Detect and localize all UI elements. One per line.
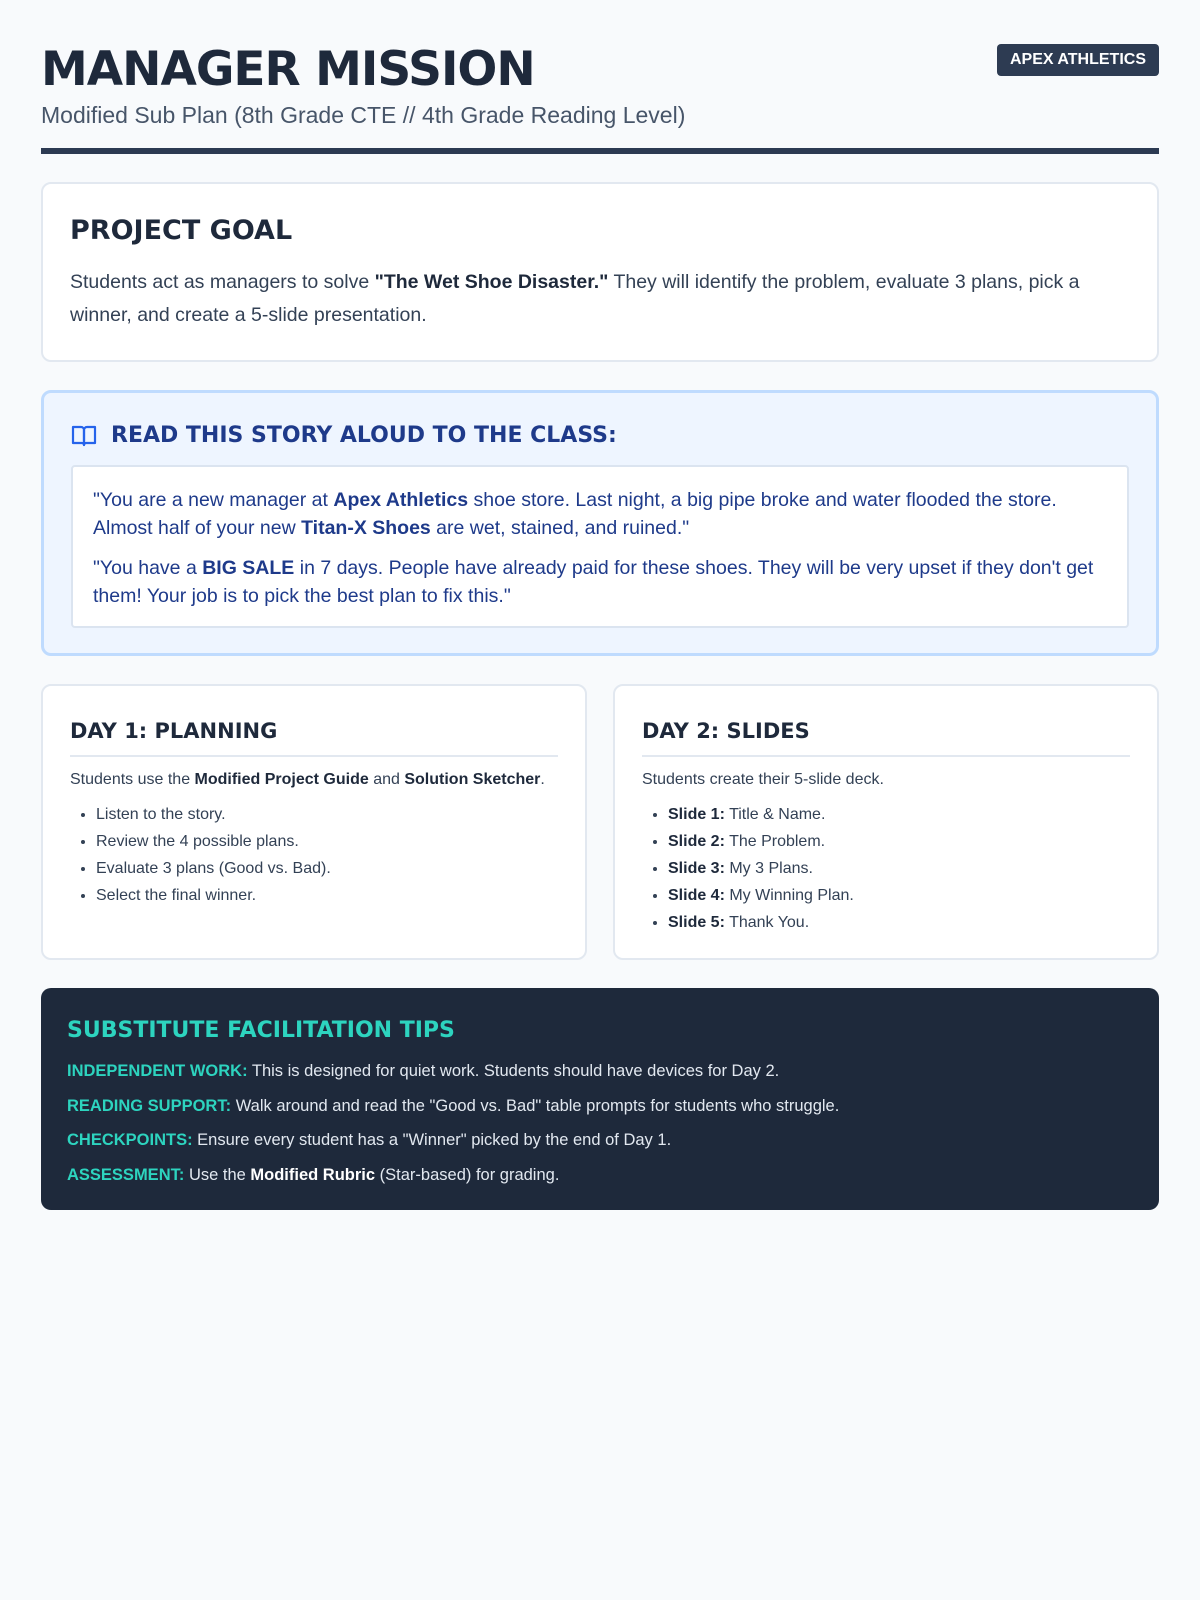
- day-1-sketcher-name: Solution Sketcher: [404, 771, 541, 788]
- tip-item: [67, 1158, 1133, 1193]
- rubric-name: Modified Rubric: [250, 1165, 376, 1184]
- list-item: • Evaluate 3 plans (Good vs. Bad).: [96, 855, 558, 882]
- list-item: [668, 828, 1130, 855]
- slide-label: Slide 4:: [668, 887, 725, 904]
- facilitation-tips-panel: [41, 988, 1159, 1210]
- project-goal-heading: PROJECT GOAL: [70, 215, 293, 246]
- day-1-intro: [70, 769, 558, 791]
- story-section: [41, 390, 1159, 656]
- list-item: [668, 882, 1130, 909]
- day-1-intro-c: and: [368, 771, 405, 788]
- day-2-card: [613, 684, 1159, 960]
- page-title: MANAGER MISSION: [41, 42, 535, 97]
- goal-text-highlight: "The Wet Shoe Disaster.": [374, 271, 609, 293]
- list-item: • Listen to the story.: [96, 801, 558, 828]
- slide-label: Slide 3:: [668, 860, 725, 877]
- tip-text: This is designed for quiet work. Students should have devices for Day 2.: [247, 1062, 780, 1080]
- tip-text: (Star-based) for grading.: [375, 1165, 560, 1184]
- tip-text: Use the: [184, 1165, 251, 1184]
- story-header: [71, 419, 1129, 453]
- tip-text: Walk around and read the "Good vs. Bad" table prompts for students who struggle.: [231, 1096, 840, 1115]
- story-paragraph-2: [93, 554, 1107, 610]
- story-product-name: Titan-X Shoes: [301, 517, 431, 539]
- slide-text: Thank You.: [724, 914, 810, 931]
- list-item: [668, 855, 1130, 882]
- day-1-intro-e: .: [540, 771, 545, 788]
- tip-label: INDEPENDENT WORK:: [67, 1062, 248, 1080]
- slide-text: The Problem.: [724, 833, 826, 850]
- day-2-intro: Students create their 5-slide deck.: [642, 771, 884, 788]
- project-goal-card: [41, 182, 1159, 362]
- day-1-intro-a: Students use the: [70, 771, 195, 788]
- tip-item: [67, 1054, 1133, 1089]
- list-item: • Review the 4 possible plans.: [96, 828, 558, 855]
- book-open-icon: [71, 424, 97, 448]
- tip-label: ASSESSMENT:: [67, 1165, 185, 1184]
- slide-text: Title & Name.: [724, 806, 826, 823]
- brand-badge: APEX ATHLETICS: [997, 44, 1159, 76]
- story-p2-part-a: "You have a: [93, 557, 203, 579]
- list-item: [668, 801, 1130, 828]
- story-heading: READ THIS STORY ALOUD TO THE CLASS:: [111, 423, 617, 448]
- tips-heading: SUBSTITUTE FACILITATION TIPS: [67, 1018, 455, 1043]
- story-p2-part-c: in 7 days. People have already paid for these shoes. They will be very upset if they don't get them! Your job is to pick the best plan to fix this.": [93, 557, 1094, 607]
- list-item: • Select the final winner.: [96, 882, 558, 909]
- story-p1-part-a: "You are a new manager at: [93, 489, 334, 511]
- page-subtitle: Modified Sub Plan (8th Grade CTE // 4th Grade Reading Level): [41, 102, 686, 128]
- story-paragraph-1: [93, 486, 1107, 542]
- tip-item: [67, 1123, 1133, 1158]
- story-sale-highlight: BIG SALE: [202, 557, 295, 579]
- slide-text: My 3 Plans.: [724, 860, 813, 877]
- slide-label: Slide 1:: [668, 806, 725, 823]
- day-1-guide-name: Modified Project Guide: [194, 771, 369, 788]
- day-2-list: [642, 801, 1130, 936]
- day-1-heading: DAY 1: PLANNING: [70, 716, 558, 757]
- story-p1-part-c: shoe store. Last night, a big pipe broke and water flooded the store. Almost half of your new: [93, 489, 1057, 539]
- slide-text: My Winning Plan.: [724, 887, 854, 904]
- slide-label: Slide 2:: [668, 833, 725, 850]
- goal-text-intro: Students act as managers to solve: [70, 271, 375, 293]
- story-text-box: [71, 465, 1129, 628]
- slide-label: Slide 5:: [668, 914, 725, 931]
- project-goal-text: [70, 266, 1130, 332]
- goal-text-rest: They will identify the problem, evaluate 3 plans, pick a winner, and create a 5-slide presentation.: [70, 271, 1080, 326]
- tip-label: READING SUPPORT:: [67, 1096, 232, 1115]
- day-1-card: [41, 684, 587, 960]
- story-p1-part-e: are wet, stained, and ruined.": [430, 517, 690, 539]
- tip-label: CHECKPOINTS:: [67, 1131, 193, 1149]
- day-cards-row: [41, 684, 1159, 960]
- story-store-name: Apex Athletics: [333, 489, 469, 511]
- tip-text: Ensure every student has a "Winner" picked by the end of Day 1.: [192, 1131, 672, 1149]
- list-item: [668, 909, 1130, 936]
- tip-item: [67, 1089, 1133, 1124]
- page-header: [41, 40, 1159, 154]
- day-2-heading: DAY 2: SLIDES: [642, 716, 1130, 757]
- day-1-list: [70, 801, 558, 909]
